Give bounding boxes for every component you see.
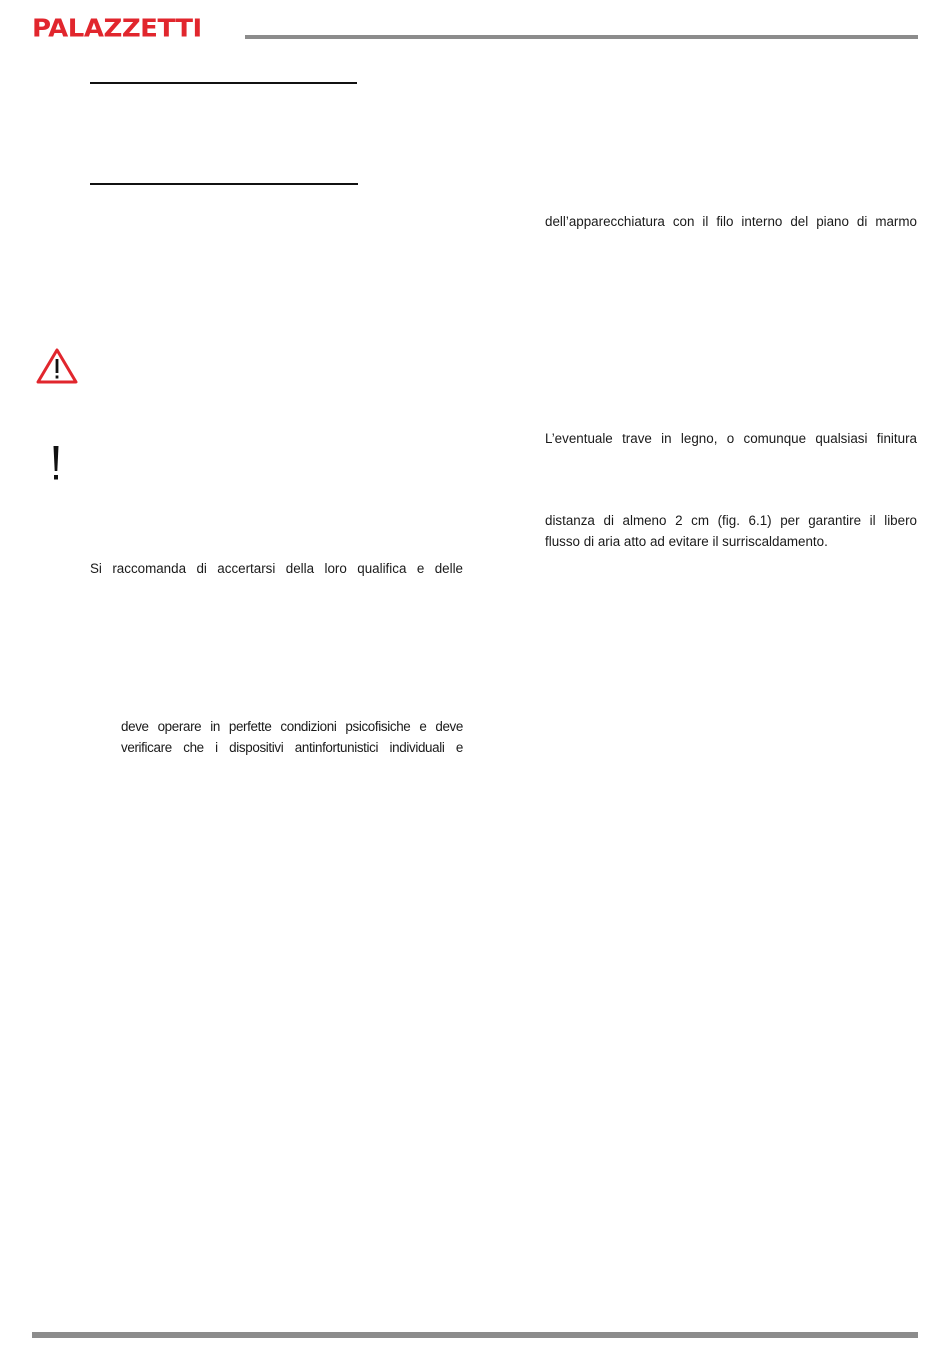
body-text-line: deve operare in perfette condizioni psicofisiche e deve <box>121 719 463 734</box>
exclamation-icon <box>49 444 63 482</box>
warning-triangle-icon <box>36 348 78 384</box>
body-text-line: verificare che i dispositivi antinfortunistici individuali e <box>121 740 463 755</box>
section-heading-rule <box>90 82 357 84</box>
body-text-line: dell’apparecchiatura con il filo interno del piano di marmo <box>545 214 917 229</box>
body-text-line: L’eventuale trave in legno, o comunque qualsiasi finitura <box>545 431 917 446</box>
body-text-line: distanza di almeno 2 cm (fig. 6.1) per garantire il libero <box>545 513 917 528</box>
header-rule <box>245 35 918 39</box>
body-text-line: Si raccomanda di accertarsi della loro qualifica e delle <box>90 561 463 576</box>
body-text-line: flusso di aria atto ad evitare il surriscaldamento. <box>545 534 828 549</box>
brand-logo: PALAZZETTI <box>32 14 202 44</box>
footer-rule <box>32 1332 918 1338</box>
section-heading-rule <box>90 183 358 185</box>
